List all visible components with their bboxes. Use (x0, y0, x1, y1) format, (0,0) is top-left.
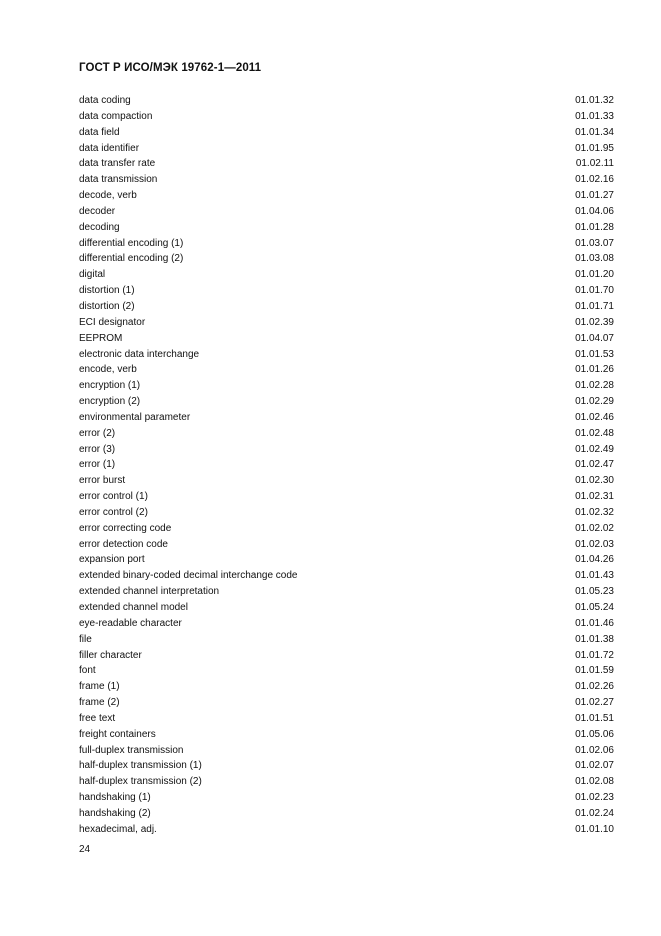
index-term: half-duplex transmission (1) (79, 760, 202, 772)
index-code: 01.02.06 (575, 744, 614, 756)
index-entry (79, 521, 614, 537)
index-code: 01.02.47 (575, 459, 614, 471)
index-entry (79, 537, 614, 553)
index-code: 01.03.08 (575, 253, 614, 265)
index-term: digital (79, 269, 106, 281)
index-term: data coding (79, 95, 131, 106)
index-term: distortion (1) (79, 285, 135, 297)
index-entry (79, 299, 614, 315)
index-code: 01.01.53 (575, 348, 614, 360)
index-entry (79, 362, 614, 378)
index-entry (79, 648, 614, 664)
index-entry (79, 806, 614, 822)
index-term: frame (1) (79, 681, 120, 693)
index-code: 01.01.26 (575, 364, 614, 376)
index-term: free text (79, 712, 116, 724)
index-code: 01.01.70 (575, 285, 614, 297)
index-term: differential encoding (1) (79, 237, 184, 249)
index-entry (79, 251, 614, 267)
index-code: 01.02.29 (575, 396, 614, 408)
index-entry (79, 616, 614, 632)
index-code: 01.01.34 (575, 126, 614, 138)
index-code: 01.02.30 (575, 475, 614, 487)
index-term: font (79, 665, 96, 677)
document-header-title: ГОСТ Р ИСО/МЭК 19762-1—2011 (79, 62, 262, 74)
index-term: full-duplex transmission (79, 744, 184, 756)
term-index-list (79, 93, 614, 838)
index-entry (79, 711, 614, 727)
index-entry (79, 727, 614, 743)
index-entry (79, 156, 614, 172)
index-term: extended channel interpretation (79, 586, 220, 598)
index-term: electronic data interchange (79, 348, 200, 360)
index-entry (79, 774, 614, 790)
index-code: 01.04.07 (575, 332, 614, 344)
index-code: 01.05.06 (575, 728, 614, 740)
index-term: error correcting code (79, 522, 172, 534)
index-entry (79, 552, 614, 568)
index-entry (79, 410, 614, 426)
index-code: 01.02.39 (575, 316, 614, 328)
index-term: handshaking (1) (79, 792, 151, 804)
index-code: 01.01.28 (575, 221, 614, 233)
index-entry (79, 758, 614, 774)
index-code: 01.01.32 (575, 95, 614, 106)
index-term: error (1) (79, 459, 116, 471)
index-term: error burst (79, 475, 126, 487)
index-term: error (3) (79, 443, 116, 455)
index-code: 01.01.46 (575, 617, 614, 629)
index-entry (79, 632, 614, 648)
index-entry (79, 695, 614, 711)
index-code: 01.01.33 (575, 110, 614, 122)
index-entry (79, 822, 614, 838)
index-entry (79, 267, 614, 283)
index-term: extended channel model (79, 602, 188, 613)
index-term: encryption (2) (79, 396, 141, 408)
index-term: half-duplex transmission (2) (79, 776, 202, 788)
index-entry (79, 141, 614, 157)
index-term: data transfer rate (79, 158, 156, 170)
index-code: 01.02.26 (575, 681, 614, 693)
index-entry (79, 505, 614, 521)
index-entry (79, 172, 614, 188)
index-term: frame (2) (79, 697, 120, 709)
index-entry (79, 679, 614, 695)
index-entry (79, 347, 614, 363)
index-term: error (2) (79, 427, 116, 439)
index-code: 01.02.16 (575, 174, 614, 186)
index-code: 01.02.49 (575, 443, 614, 455)
index-term: encryption (1) (79, 380, 141, 392)
index-term: data compaction (79, 110, 153, 122)
index-entry (79, 283, 614, 299)
index-term: extended binary-coded decimal interchange code (79, 570, 298, 582)
index-term: error detection code (79, 538, 168, 550)
index-code: 01.02.02 (575, 522, 614, 534)
index-entry (79, 600, 614, 616)
index-code: 01.03.07 (575, 237, 614, 249)
index-term: EEPROM (79, 332, 123, 344)
index-entry (79, 109, 614, 125)
index-code: 01.02.31 (575, 491, 614, 503)
page-number: 24 (79, 844, 91, 855)
index-code: 01.05.23 (575, 586, 614, 598)
index-term: data identifier (79, 142, 140, 154)
index-code: 01.04.26 (575, 554, 614, 566)
index-term: handshaking (2) (79, 807, 151, 819)
index-term: ECI designator (79, 316, 146, 328)
index-code: 01.01.10 (575, 823, 614, 835)
index-code: 01.02.28 (575, 380, 614, 392)
index-entry (79, 315, 614, 331)
index-code: 01.01.71 (575, 300, 614, 312)
index-code: 01.01.20 (575, 269, 614, 281)
index-term: data transmission (79, 174, 158, 186)
index-term: decoding (79, 221, 120, 233)
index-term: eye-readable character (79, 617, 182, 629)
index-term: encode, verb (79, 364, 137, 376)
index-entry (79, 426, 614, 442)
index-entry (79, 743, 614, 759)
index-code: 01.02.32 (575, 506, 614, 518)
index-code: 01.01.51 (575, 712, 614, 724)
index-entry (79, 568, 614, 584)
index-term: expansion port (79, 554, 145, 566)
index-entry (79, 378, 614, 394)
index-code: 01.04.06 (575, 205, 614, 217)
index-code: 01.05.24 (575, 602, 614, 613)
index-entry (79, 394, 614, 410)
index-term: environmental parameter (79, 411, 191, 423)
index-entry (79, 473, 614, 489)
index-entry (79, 489, 614, 505)
index-term: filler character (79, 649, 142, 661)
index-term: file (79, 633, 92, 645)
index-term: data field (79, 126, 120, 138)
index-entry (79, 663, 614, 679)
index-code: 01.02.46 (575, 411, 614, 423)
index-code: 01.02.11 (575, 158, 614, 170)
index-code: 01.02.48 (575, 427, 614, 439)
index-entry (79, 93, 614, 109)
index-term: error control (1) (79, 491, 148, 503)
index-entry (79, 125, 614, 141)
index-code: 01.01.27 (575, 190, 614, 202)
index-code: 01.02.27 (575, 697, 614, 709)
index-entry (79, 790, 614, 806)
index-code: 01.02.24 (575, 807, 614, 819)
index-entry (79, 442, 614, 458)
index-entry (79, 188, 614, 204)
index-term: distortion (2) (79, 300, 135, 312)
index-term: differential encoding (2) (79, 253, 184, 265)
index-code: 01.01.59 (575, 665, 614, 677)
index-entry (79, 457, 614, 473)
index-code: 01.02.23 (575, 792, 614, 804)
index-code: 01.02.03 (575, 538, 614, 550)
index-code: 01.02.07 (575, 760, 614, 772)
index-entry (79, 236, 614, 252)
index-term: decoder (79, 205, 116, 217)
index-term: error control (2) (79, 506, 148, 518)
index-entry (79, 584, 614, 600)
index-code: 01.02.08 (575, 776, 614, 788)
index-code: 01.01.95 (575, 142, 614, 154)
index-code: 01.01.38 (575, 633, 614, 645)
index-term: decode, verb (79, 190, 137, 202)
index-entry (79, 331, 614, 347)
index-term: hexadecimal, adj. (79, 823, 157, 835)
index-entry (79, 220, 614, 236)
index-code: 01.01.72 (575, 649, 614, 661)
index-code: 01.01.43 (575, 570, 614, 582)
index-entry (79, 204, 614, 220)
index-term: freight containers (79, 728, 156, 740)
